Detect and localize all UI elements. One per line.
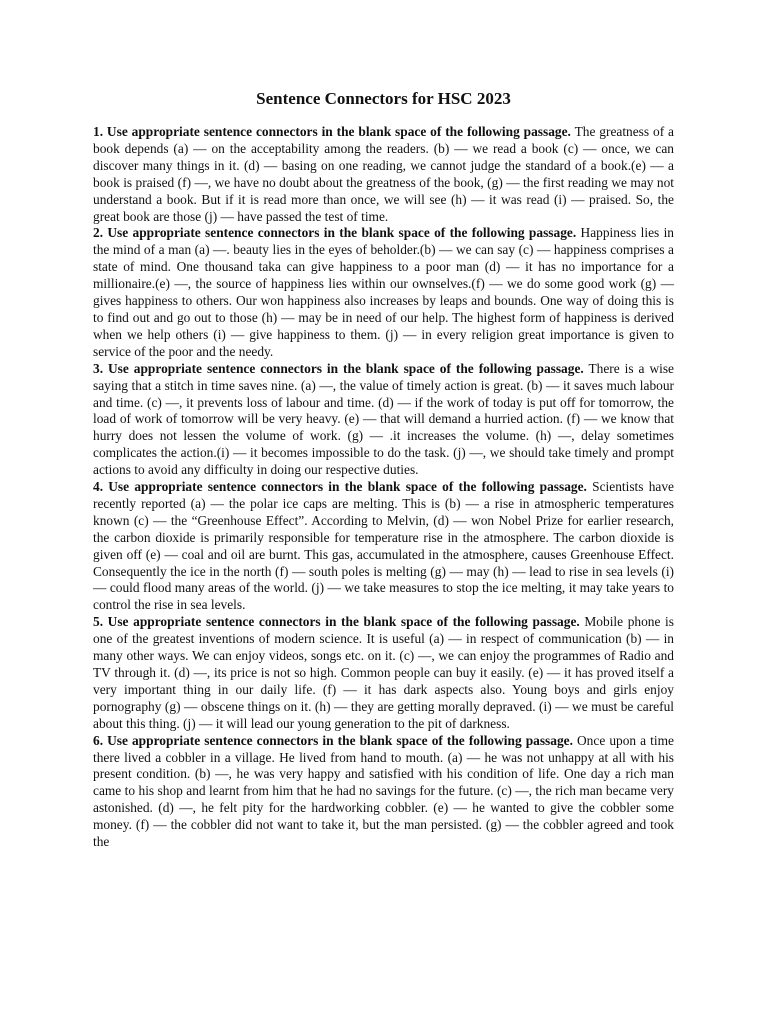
question-2 <box>93 225 674 360</box>
question-heading: 1. Use appropriate sentence connectors in the blank space of the following passage. <box>93 124 571 139</box>
question-heading: 3. Use appropriate sentence connectors in the blank space of the following passage. <box>93 360 584 376</box>
question-passage: Once upon a time there lived a cobbler in a village. He lived from hand to mouth. (a) — he was not unhappy at all with his present condition. (b) —, he was very happy and satisfied with his condition of life. One day a rich man came to his shop and learnt from him that he had no savings for the future. (c) —, the rich man became very astonished. (d) —, he felt pity for the hardworking cobbler. (e) — he wanted to give the cobbler some money. (f) — the cobbler did not want to take it, but the man persisted. (g) — the cobbler agreed and took the <box>93 732 674 850</box>
question-passage: Mobile phone is one of the greatest inventions of modern science. It is useful (a) — in respect of communication (b) — in many other ways. We can enjoy videos, songs etc. on it. (c) —, we can enjoy the programmes of Radio and TV through it. (d) —, its price is not so high. Common people can buy it easily. (e) — it has proved itself a very important thing in our daily life. (f) — it has dark aspects also. Young boys and girls enjoy pornography (g) — obscene things on it. (h) — they are getting morally depraved. (i) — we must be careful about this thing. (j) — it will lead our young generation to the pit of darkness. <box>93 614 674 731</box>
page-title: Sentence Connectors for HSC 2023 <box>256 89 511 108</box>
question-heading: 6. Use appropriate sentence connectors in the blank space of the following passage. <box>93 732 573 748</box>
question-heading: 4. Use appropriate sentence connectors in the blank space of the following passage. <box>93 479 587 495</box>
question-heading: 2. Use appropriate sentence connectors in the blank space of the following passage. <box>93 225 577 241</box>
question-1 <box>93 124 674 225</box>
question-passage: Scientists have recently reported (a) — the polar ice caps are melting. This is (b) — a rise in atmospheric temperatures known (c) — the “Greenhouse Effect”. According to Melvin, (d) — won Nobel Prize for earlier research, the carbon dioxide is primarily responsible for temperature rise in the atmosphere. The carbon dioxide is given off (e) — coal and oil are burnt. This gas, accumulated in the atmosphere, causes Greenhouse Effect. Consequently the ice in the north (f) — south poles is melting (g) — may (h) — lead to rise in sea levels (i) — could flood many areas of the world. (j) — we take measures to stop the ice melting, it may take years to control the rise in sea levels. <box>93 479 674 613</box>
question-passage: The greatness of a book depends (a) — on the acceptability among the readers. (b) — we read a book (c) — once, we can discover many things in it. (d) — basing on one reading, we cannot judge the standard of a book.(e) — a book is praised (f) —, we have no doubt about the greatness of the book, (g) — the first reading we may not understand a book. But if it is read more than once, we will see (h) — it was read (i) — praised. So, the great book are those (j) — have passed the test of time. <box>93 124 674 224</box>
question-heading: 5. Use appropriate sentence connectors in the blank space of the following passage. <box>93 614 580 630</box>
question-passage: Happiness lies in the mind of a man (a) —. beauty lies in the eyes of beholder.(b) — we can say (c) — happiness comprises a state of mind. One thousand taka can give happiness to a poor man (d) — it has no importance for a millionaire.(e) —, the source of happiness lies within our ownselves.(f) — we do some good work (g) — gives happiness to others. Our won happiness also increases by leaps and bounds. One way of doing this is to find out and go out to those (h) — may be in need of our help. The highest form of happiness is derived when we help others (i) — give happiness to them. (j) — in every religion great importance is given to service of the poor and the needy. <box>93 225 674 359</box>
question-4 <box>93 479 674 614</box>
question-5 <box>93 614 674 732</box>
question-3 <box>93 361 674 479</box>
question-6 <box>93 733 674 851</box>
question-passage: There is a wise saying that a stitch in time saves nine. (a) —, the value of timely action is great. (b) — it saves much labour and time. (c) —, it prevents loss of labour and time. (d) — if the work of today is put off for tomorrow, the load of work of tomorrow will be very heavy. (e) — that will demand a hurried action. (f) — we know that hurry does not lessen the volume of work. (g) — .it increases the volume. (h) —, delay sometimes complicates the action.(i) — it becomes impossible to do the task. (j) —, we should take timely and prompt actions to avoid any difficulty in doing our respective duties. <box>93 360 674 478</box>
